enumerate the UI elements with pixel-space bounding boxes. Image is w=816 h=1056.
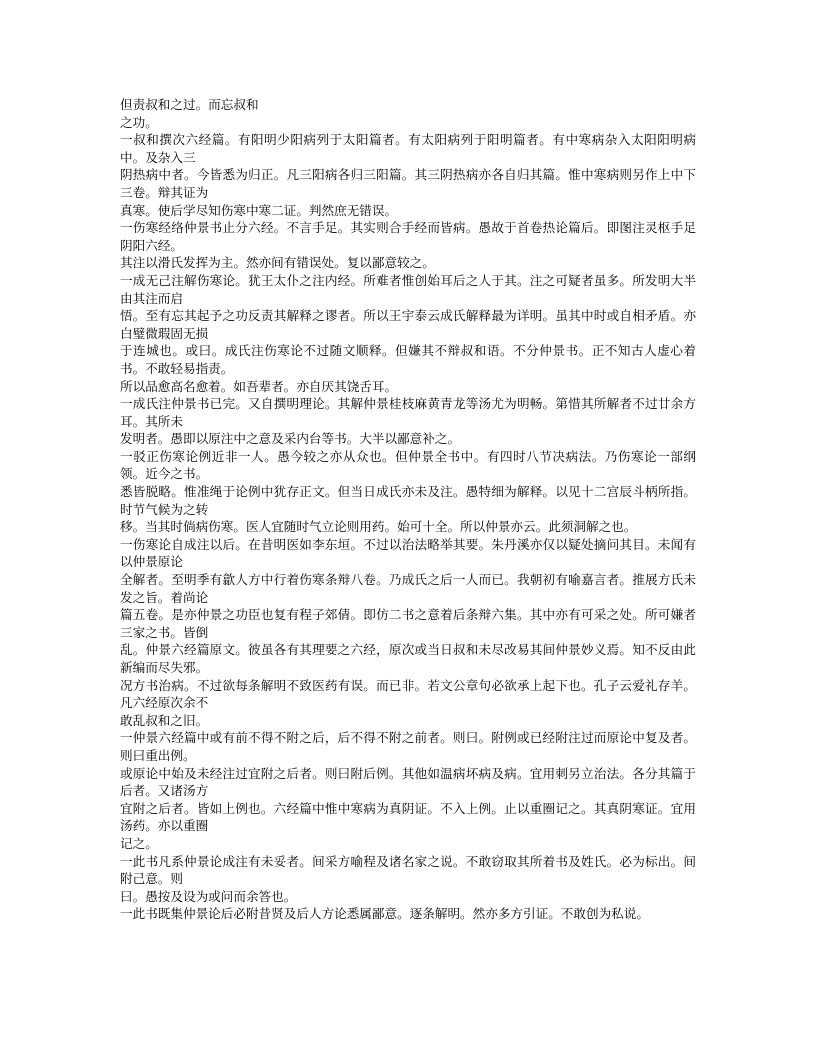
text-paragraph: 移。当其时倘病伤寒。医人宜随时气立论则用药。始可十全。所以仲景亦云。此须洞解之也。 [120,519,637,535]
text-paragraph: 但责叔和之过。而忘叔和 [120,97,259,112]
text-paragraph: 宜附之后者。皆如上例也。六经篇中惟中寒病为真阴证。不入上例。止以重圈记之。其真阴寒证。宜用汤药。亦以重圈 [120,800,696,834]
text-paragraph: 阴热病中者。今皆悉为归正。凡三阳病各归三阳篇。其三阴热病亦各自归其篇。惟中寒病则另作上中下三卷。辩其证为 [120,167,696,200]
text-paragraph: 一此书既集仲景论后必附昔贤及后人方论悉属鄙意。逐条解明。然亦多方引证。不敢创为私说。 [120,906,649,922]
text-paragraph: 悉皆脱略。惟准绳于论例中犹存正文。但当日成氏亦未及注。愚特细为解释。以见十二宫辰斗柄所指。时节气候为之转 [120,484,696,517]
text-paragraph: 乱。仲景六经篇原文。彼虽各有其理要之六经，原次或当日叔和未尽改易其间仲景妙义焉。知不反由此新编而尽失邪。 [120,642,696,675]
text-paragraph: 悟。至有忘其起予之功反责其解释之谬者。所以王宇泰云成氏解释最为详明。虽其中时或自相矛盾。亦白璧微瑕固无损 [120,308,696,341]
text-paragraph: 真寒。使后学尽知伤寒中寒二证。判然庶无错误。 [120,202,398,218]
text-paragraph: 一驳正伤寒论例近非一人。愚今较之亦从众也。但仲景全书中。有四时八节决病法。乃伤寒论一部纲领。近今之书。 [120,448,696,482]
document-page [120,96,696,923]
text-paragraph: 一伤寒论自成注以后。在昔明医如李东垣。不过以治法略举其要。朱丹溪亦仅以疑处摘问其目。未闻有以仲景原论 [120,536,696,570]
text-paragraph: 一成无己注解伤寒论。犹王太仆之注内经。所难者惟创始耳后之人于其。注之可疑者虽多。所发明大半由其注而启 [120,272,696,306]
text-paragraph: 其注以滑氏发挥为主。然亦间有错误处。复以鄙意较之。 [120,255,435,271]
text-paragraph: 一此书凡系仲景论成注有未妥者。间采方喻程及诸名家之说。不敢窃取其所着书及姓氏。必为标出。间附己意。则 [120,853,696,887]
text-paragraph: 所以品愈高名愈着。如吾辈者。亦自厌其饶舌耳。 [120,378,398,394]
text-paragraph: 发明者。愚即以原注中之意及采内台等书。大半以鄙意补之。 [120,431,461,447]
text-paragraph: 敢乱叔和之旧。 [120,712,209,728]
text-paragraph: 或原论中始及未经注过宜附之后者。则曰附后例。其他如温病坏病及病。宜用刺另立治法。各分其篇于后者。又诸汤方 [120,765,696,799]
text-paragraph: 一叔和撰次六经篇。有阳明少阳病列于太阳篇者。有太阳病列于阳明篇者。有中寒病杂入太阳阳明病中。及杂入三 [120,132,696,165]
text-paragraph: 全解者。至明季有歙人方中行着伤寒条辩八卷。乃成氏之后一人而已。我朝初有喻嘉言者。推展方氏未发之旨。着尚论 [120,572,696,605]
text-paragraph: 一成氏注仲景书已完。又自撰明理论。其解仲景桂枝麻黄青龙等汤尤为明畅。第惜其所解者不过廿余方耳。其所未 [120,396,696,429]
text-paragraph: 况方书治病。不过欲每条解明不致医药有误。而已非。若文公章句必欲承上起下也。孔子云爱礼存羊。凡六经原次余不 [120,677,696,711]
text-paragraph: 之功。 [120,114,158,130]
text-paragraph: 篇五卷。是亦仲景之功臣也复有程子郊倩。即仿二书之意着后条辩六集。其中亦有可采之处。所可嫌者三家之书。皆倒 [120,607,696,640]
text-paragraph: 于连城也。或曰。成氏注伤寒论不过随文顺释。但嫌其不辩叔和语。不分仲景书。正不知古人虚心着书。不敢轻易指责。 [120,343,696,376]
text-paragraph: 一仲景六经篇中或有前不得不附之后，后不得不附之前者。则曰。附例或已经附注过而原论中复及者。则曰重出例。 [120,730,696,763]
text-paragraph: 记之。 [120,835,158,851]
text-paragraph: 一伤寒经络仲景书止分六经。不言手足。其实则合手经而皆病。愚故于首卷热论篇后。即图注灵枢手足阴阳六经。 [120,220,696,253]
text-paragraph: 曰。愚按及设为或问而余答也。 [120,888,297,904]
